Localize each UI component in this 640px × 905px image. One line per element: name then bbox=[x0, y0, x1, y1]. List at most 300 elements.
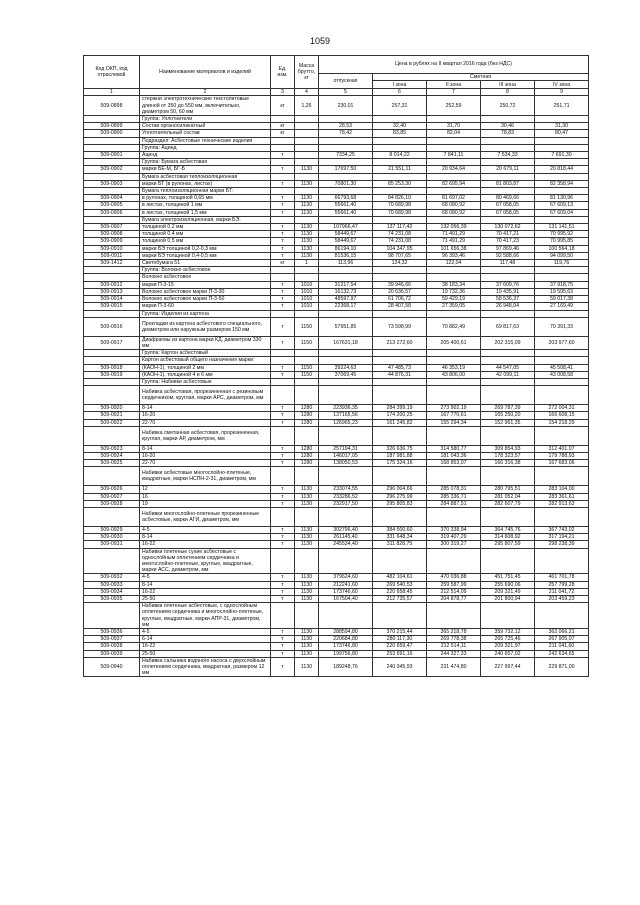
col-number: 8 bbox=[481, 89, 535, 96]
row-name: Волокно асбестовое марки П-3-30 bbox=[140, 288, 271, 295]
row-price-zone1: 73 598,99 bbox=[373, 317, 427, 336]
row-price-zone4: 282 913,63 bbox=[535, 500, 589, 507]
row-name: 4-5 bbox=[140, 629, 271, 636]
row-name: (КАОН-1), толщиной 4 и 6 мм bbox=[140, 371, 271, 378]
row-price-zone4: 211 041,72 bbox=[535, 588, 589, 595]
row-price-sale: 220684,80 bbox=[319, 636, 373, 643]
row-price-sale: 167504,40 bbox=[319, 595, 373, 602]
row-name: 19 bbox=[140, 500, 271, 507]
table-row bbox=[84, 260, 589, 267]
row-price-zone3 bbox=[481, 173, 535, 180]
row-unit: т bbox=[271, 245, 295, 252]
row-unit: т bbox=[271, 452, 295, 459]
row-name: 16-22 bbox=[140, 643, 271, 650]
row-price-sale bbox=[319, 467, 373, 486]
row-name: 16-22 bbox=[140, 541, 271, 548]
row-mass: 1010 bbox=[295, 296, 319, 303]
row-price-zone1: 70 689,98 bbox=[373, 209, 427, 216]
row-price-zone4: 283 361,61 bbox=[535, 493, 589, 500]
row-unit bbox=[271, 386, 295, 405]
row-code bbox=[84, 267, 140, 274]
row-price-zone1: 311 828,75 bbox=[373, 541, 427, 548]
row-price-zone3: 281 052,04 bbox=[481, 493, 535, 500]
row-code: 509-0917 bbox=[84, 336, 140, 349]
row-code: 509-0900 bbox=[84, 130, 140, 137]
row-name: Подраздел: Асбестовые технические изделия bbox=[140, 137, 271, 144]
row-code bbox=[84, 357, 140, 364]
row-price-zone4: 242 634,65 bbox=[535, 650, 589, 657]
row-price-zone2: 19 732,36 bbox=[427, 288, 481, 295]
row-price-zone1: 21 551,11 bbox=[373, 166, 427, 173]
row-name: толщиной 0,4 мм bbox=[140, 231, 271, 238]
row-price-zone1: 124,32 bbox=[373, 260, 427, 267]
row-unit bbox=[271, 378, 295, 385]
row-mass bbox=[295, 130, 319, 137]
row-price-zone1: 284 399,19 bbox=[373, 405, 427, 412]
row-price-zone1: 84 826,10 bbox=[373, 195, 427, 202]
row-price-sale: 199756,80 bbox=[319, 650, 373, 657]
col-number: 6 bbox=[373, 89, 427, 96]
row-name: Группа: Ацинд bbox=[140, 144, 271, 151]
row-code: 509-0939 bbox=[84, 650, 140, 657]
row-unit bbox=[271, 159, 295, 166]
row-price-zone3: 295 807,59 bbox=[481, 541, 535, 548]
row-mass: 1130 bbox=[295, 595, 319, 602]
row-mass: 1150 bbox=[295, 317, 319, 336]
row-mass: 1130 bbox=[295, 166, 319, 173]
row-price-zone3: 7 534,33 bbox=[481, 152, 535, 159]
row-price-sale: 261145,40 bbox=[319, 534, 373, 541]
row-price-sale bbox=[319, 216, 373, 223]
row-name: Набивки многослойно-плетеные прорезиненные асбестовые, марки АГИ, диаметром, мм bbox=[140, 507, 271, 526]
row-price-sale: 137165,56 bbox=[319, 412, 373, 419]
row-code: 509-0904 bbox=[84, 195, 140, 202]
row-unit bbox=[271, 216, 295, 223]
row-code: 509-0928 bbox=[84, 500, 140, 507]
row-mass bbox=[295, 548, 319, 574]
row-unit: т bbox=[271, 209, 295, 216]
row-price-zone4 bbox=[535, 159, 589, 166]
row-price-zone4 bbox=[535, 188, 589, 195]
row-price-sale: 146017,05 bbox=[319, 452, 373, 459]
row-price-zone4: 119,76 bbox=[535, 260, 589, 267]
row-price-zone4 bbox=[535, 426, 589, 445]
row-code bbox=[84, 603, 140, 629]
row-price-zone2 bbox=[427, 267, 481, 274]
row-mass bbox=[295, 116, 319, 123]
row-unit: т bbox=[271, 288, 295, 295]
row-price-zone3 bbox=[481, 386, 535, 405]
row-name: марки БЕ-М, БГ-Б bbox=[140, 166, 271, 173]
col-number: 9 bbox=[535, 89, 589, 96]
row-price-sale: 37069,45 bbox=[319, 371, 373, 378]
row-code: 509-0905 bbox=[84, 202, 140, 209]
row-name: Волокно асбестовое марки П-3-50 bbox=[140, 296, 271, 303]
row-code bbox=[84, 350, 140, 357]
row-price-zone1: 280 117,30 bbox=[373, 636, 427, 643]
row-name: (КАОН-1), толщиной 2 мм bbox=[140, 364, 271, 371]
row-price-zone3 bbox=[481, 144, 535, 151]
row-price-zone4: 272 004,31 bbox=[535, 405, 589, 412]
row-price-zone1: 83,85 bbox=[373, 130, 427, 137]
row-price-zone2: 71 491,29 bbox=[427, 238, 481, 245]
row-price-zone3: 152 961,35 bbox=[481, 419, 535, 426]
row-price-zone3: 78,83 bbox=[481, 130, 535, 137]
row-price-zone3: 314 608,92 bbox=[481, 534, 535, 541]
row-code: 509-0935 bbox=[84, 595, 140, 602]
row-price-zone3: 178 323,57 bbox=[481, 452, 535, 459]
row-name: Ацинд bbox=[140, 152, 271, 159]
row-price-zone1 bbox=[373, 173, 427, 180]
header-mass: Масса брутто, кг bbox=[295, 56, 319, 89]
row-price-zone3: 80 469,66 bbox=[481, 195, 535, 202]
row-unit: т bbox=[271, 574, 295, 581]
row-price-zone3: 70 417,21 bbox=[481, 231, 535, 238]
row-price-zone3 bbox=[481, 507, 535, 526]
table-row bbox=[84, 252, 589, 259]
row-name: Бумага теплоизоляционная марки БТ: bbox=[140, 188, 271, 195]
row-price-sale bbox=[319, 310, 373, 317]
row-unit: кг bbox=[271, 123, 295, 130]
row-mass: 1280 bbox=[295, 419, 319, 426]
table-row bbox=[84, 336, 589, 349]
table-row bbox=[84, 195, 589, 202]
row-price-zone2: 38 183,34 bbox=[427, 281, 481, 288]
row-price-zone2 bbox=[427, 507, 481, 526]
table-row bbox=[84, 166, 589, 173]
row-price-zone3: 26 948,04 bbox=[481, 303, 535, 310]
row-unit: т bbox=[271, 412, 295, 419]
row-mass: 1130 bbox=[295, 629, 319, 636]
row-price-zone3 bbox=[481, 216, 535, 223]
row-price-sale bbox=[319, 603, 373, 629]
row-unit bbox=[271, 116, 295, 123]
table-row bbox=[84, 123, 589, 130]
row-name: 4-5 bbox=[140, 526, 271, 533]
col-number: 7 bbox=[427, 89, 481, 96]
table-row bbox=[84, 152, 589, 159]
row-price-sale bbox=[319, 548, 373, 574]
row-code: 509-0916 bbox=[84, 317, 140, 336]
row-code: 509-0940 bbox=[84, 657, 140, 677]
row-unit: т bbox=[271, 534, 295, 541]
row-mass: 1150 bbox=[295, 371, 319, 378]
row-price-zone2: 205 400,61 bbox=[427, 336, 481, 349]
row-price-zone4: 298 238,39 bbox=[535, 541, 589, 548]
row-code: 509-0933 bbox=[84, 581, 140, 588]
col-number: 2 bbox=[140, 89, 271, 96]
row-price-zone2: 82,04 bbox=[427, 130, 481, 137]
row-price-zone2 bbox=[427, 173, 481, 180]
row-unit: кг bbox=[271, 130, 295, 137]
row-price-zone3 bbox=[481, 603, 535, 629]
row-price-sale: 55661,40 bbox=[319, 202, 373, 209]
row-price-sale: 173746,60 bbox=[319, 588, 373, 595]
col-number: 1 bbox=[84, 89, 140, 96]
table-row bbox=[84, 386, 589, 405]
row-name: марки БЭ толщиной 0,4-0,5 мм bbox=[140, 252, 271, 259]
row-mass: 1130 bbox=[295, 526, 319, 533]
row-mass: 1010 bbox=[295, 281, 319, 288]
row-mass: 1130 bbox=[295, 500, 319, 507]
row-name: 8-14 bbox=[140, 581, 271, 588]
table-row bbox=[84, 350, 589, 357]
row-code: 509-0902 bbox=[84, 166, 140, 173]
row-mass: 1280 bbox=[295, 445, 319, 452]
row-price-zone3: 70 417,23 bbox=[481, 238, 535, 245]
table-row bbox=[84, 238, 589, 245]
row-code: 509-0926 bbox=[84, 486, 140, 493]
row-price-zone3: 42 099,11 bbox=[481, 371, 535, 378]
col-number: 5 bbox=[319, 89, 373, 96]
row-price-zone4 bbox=[535, 386, 589, 405]
row-price-zone2 bbox=[427, 188, 481, 195]
row-name: 8-14 bbox=[140, 405, 271, 412]
row-price-zone1: 104 347,95 bbox=[373, 245, 427, 252]
row-price-sale: 86194,10 bbox=[319, 245, 373, 252]
row-code bbox=[84, 548, 140, 574]
row-name: 8-14 bbox=[140, 534, 271, 541]
table-row bbox=[84, 426, 589, 445]
row-name: Группа: Картон асбестовый bbox=[140, 350, 271, 357]
table-row bbox=[84, 493, 589, 500]
row-unit bbox=[271, 173, 295, 180]
row-name: Группа: Бумага асбестовая bbox=[140, 159, 271, 166]
row-mass: 1280 bbox=[295, 412, 319, 419]
row-price-zone2: 273 902,19 bbox=[427, 405, 481, 412]
row-price-zone1 bbox=[373, 216, 427, 223]
row-price-zone4 bbox=[535, 216, 589, 223]
row-price-zone3: 209 321,49 bbox=[481, 588, 535, 595]
row-price-zone1: 174 200,25 bbox=[373, 412, 427, 419]
row-name: 22-70 bbox=[140, 460, 271, 467]
row-price-zone2 bbox=[427, 426, 481, 445]
row-price-zone1: 28 407,58 bbox=[373, 303, 427, 310]
row-price-zone2 bbox=[427, 310, 481, 317]
row-unit: т bbox=[271, 238, 295, 245]
row-code: 509-0912 bbox=[84, 281, 140, 288]
row-price-zone3: 58 536,37 bbox=[481, 296, 535, 303]
row-code bbox=[84, 426, 140, 445]
row-price-zone3: 227 997,44 bbox=[481, 657, 535, 677]
row-price-zone2: 259 587,99 bbox=[427, 581, 481, 588]
row-price-sale bbox=[319, 159, 373, 166]
row-price-sale: 7334,25 bbox=[319, 152, 373, 159]
row-name: Набивки асбестовые многослойно-плетеные, квадратные, марки НСПН-2-31, диаметром, мм bbox=[140, 467, 271, 486]
row-price-zone4 bbox=[535, 357, 589, 364]
row-code bbox=[84, 467, 140, 486]
row-price-zone2 bbox=[427, 603, 481, 629]
row-price-zone3: 451 751,45 bbox=[481, 574, 535, 581]
row-mass: 1130 bbox=[295, 486, 319, 493]
row-unit bbox=[271, 507, 295, 526]
row-code bbox=[84, 507, 140, 526]
row-price-zone3: 67 058,05 bbox=[481, 209, 535, 216]
row-price-sale: 58449,67 bbox=[319, 238, 373, 245]
row-code: 509-0922 bbox=[84, 419, 140, 426]
row-price-sale: 245534,40 bbox=[319, 541, 373, 548]
row-price-zone1: 47 485,73 bbox=[373, 364, 427, 371]
row-price-zone1: 370 215,44 bbox=[373, 629, 427, 636]
row-price-zone4: 100 564,18 bbox=[535, 245, 589, 252]
row-price-zone4: 312 401,07 bbox=[535, 445, 589, 452]
row-price-sale bbox=[319, 116, 373, 123]
row-price-zone3: 92 588,66 bbox=[481, 252, 535, 259]
row-price-zone3 bbox=[481, 188, 535, 195]
row-price-zone2: 132 056,39 bbox=[427, 224, 481, 231]
row-price-sale: 126965,23 bbox=[319, 419, 373, 426]
row-code bbox=[84, 188, 140, 195]
row-unit: т bbox=[271, 541, 295, 548]
row-mass bbox=[295, 357, 319, 364]
table-row bbox=[84, 486, 589, 493]
row-mass bbox=[295, 188, 319, 195]
row-price-zone4: 362 066,21 bbox=[535, 629, 589, 636]
row-price-zone2: 269 778,38 bbox=[427, 636, 481, 643]
row-price-sale bbox=[319, 173, 373, 180]
row-mass: 1130 bbox=[295, 534, 319, 541]
row-mass: 1130 bbox=[295, 238, 319, 245]
table-row bbox=[84, 274, 589, 281]
table-row bbox=[84, 209, 589, 216]
row-price-zone2: 31,70 bbox=[427, 123, 481, 130]
row-code bbox=[84, 216, 140, 223]
table-row bbox=[84, 460, 589, 467]
row-unit: т bbox=[271, 636, 295, 643]
row-unit bbox=[271, 357, 295, 364]
row-price-zone1: 161 245,82 bbox=[373, 419, 427, 426]
row-price-zone3: 44 547,05 bbox=[481, 364, 535, 371]
row-price-zone3: 209 321,97 bbox=[481, 643, 535, 650]
row-price-zone2: 212 514,09 bbox=[427, 588, 481, 595]
row-price-sale bbox=[319, 274, 373, 281]
row-price-zone1: 20 636,57 bbox=[373, 288, 427, 295]
table-row bbox=[84, 317, 589, 336]
row-mass bbox=[295, 378, 319, 385]
row-price-zone4: 67 609,13 bbox=[535, 202, 589, 209]
row-mass: 1130 bbox=[295, 636, 319, 643]
row-price-sale: 78,42 bbox=[319, 130, 373, 137]
row-unit bbox=[271, 467, 295, 486]
row-price-zone2 bbox=[427, 548, 481, 574]
row-unit: т bbox=[271, 460, 295, 467]
table-row bbox=[84, 574, 589, 581]
row-unit: т bbox=[271, 657, 295, 677]
row-price-zone3: 19 435,91 bbox=[481, 288, 535, 295]
row-code: 509-0913 bbox=[84, 288, 140, 295]
row-price-zone3: 309 854,93 bbox=[481, 445, 535, 452]
row-price-zone1: 331 648,34 bbox=[373, 534, 427, 541]
row-price-zone1: 137 117,42 bbox=[373, 224, 427, 231]
table-row bbox=[84, 657, 589, 677]
table-row bbox=[84, 548, 589, 574]
row-price-zone4: 251,71 bbox=[535, 96, 589, 116]
row-price-zone3 bbox=[481, 116, 535, 123]
row-price-zone3: 282 607,79 bbox=[481, 500, 535, 507]
row-name: Диафрагмы из картона марки КД, диаметром 330 мм bbox=[140, 336, 271, 349]
header-zone-2: II зона bbox=[427, 81, 481, 89]
row-price-sale bbox=[319, 426, 373, 445]
row-price-sale: 55661,40 bbox=[319, 209, 373, 216]
row-price-zone1 bbox=[373, 426, 427, 445]
row-mass bbox=[295, 137, 319, 144]
row-price-zone2 bbox=[427, 357, 481, 364]
row-price-zone4: 257 799,28 bbox=[535, 581, 589, 588]
row-price-zone4 bbox=[535, 350, 589, 357]
row-price-zone2: 285 078,31 bbox=[427, 486, 481, 493]
row-price-zone1: 253 691,16 bbox=[373, 650, 427, 657]
row-code: 509-0901 bbox=[84, 152, 140, 159]
row-price-sale bbox=[319, 267, 373, 274]
row-code: 509-0907 bbox=[84, 224, 140, 231]
row-name: толщиной 0,2 мм bbox=[140, 224, 271, 231]
row-price-zone1: 326 636,75 bbox=[373, 445, 427, 452]
row-name: марки БТ (в рулонах, листах) bbox=[140, 180, 271, 187]
row-name: Уплотнительный состав bbox=[140, 130, 271, 137]
row-price-zone4: 19 595,63 bbox=[535, 288, 589, 295]
page-number: 1059 bbox=[309, 36, 331, 46]
row-price-zone4 bbox=[535, 467, 589, 486]
row-price-zone3: 117,48 bbox=[481, 260, 535, 267]
row-price-zone3: 265 725,46 bbox=[481, 636, 535, 643]
row-mass bbox=[295, 267, 319, 274]
row-price-zone1 bbox=[373, 378, 427, 385]
row-price-sale bbox=[319, 137, 373, 144]
price-table bbox=[83, 55, 589, 677]
row-unit: т bbox=[271, 336, 295, 349]
row-price-zone4: 70 995,92 bbox=[535, 231, 589, 238]
row-unit: т bbox=[271, 231, 295, 238]
row-code: 509-0924 bbox=[84, 452, 140, 459]
row-unit: т bbox=[271, 180, 295, 187]
header-smet: Сметная bbox=[373, 74, 589, 81]
table-row bbox=[84, 643, 589, 650]
row-price-zone2 bbox=[427, 274, 481, 281]
row-price-zone3: 250,72 bbox=[481, 96, 535, 116]
row-price-zone1: 269 540,53 bbox=[373, 581, 427, 588]
table-row bbox=[84, 303, 589, 310]
row-price-zone2: 68 080,92 bbox=[427, 202, 481, 209]
row-price-zone4 bbox=[535, 274, 589, 281]
row-code: 509-0909 bbox=[84, 238, 140, 245]
row-price-zone1 bbox=[373, 159, 427, 166]
row-price-zone1 bbox=[373, 548, 427, 574]
row-name: 6-14 bbox=[140, 636, 271, 643]
row-price-zone3: 69 817,63 bbox=[481, 317, 535, 336]
row-price-zone1: 296 004,66 bbox=[373, 486, 427, 493]
row-price-zone3: 269 787,39 bbox=[481, 405, 535, 412]
row-price-sale: 173746,80 bbox=[319, 643, 373, 650]
table-row bbox=[84, 534, 589, 541]
row-mass bbox=[295, 310, 319, 317]
row-unit bbox=[271, 267, 295, 274]
row-name: Волокно асбестовое bbox=[140, 274, 271, 281]
row-name: Набивка сальника водяного насоса с двухслойным оплетением сердечника, квадратная, размером 12 мм bbox=[140, 657, 271, 677]
row-price-zone2: 365 218,78 bbox=[427, 629, 481, 636]
row-price-sale bbox=[319, 144, 373, 151]
row-unit: т bbox=[271, 371, 295, 378]
row-unit bbox=[271, 137, 295, 144]
row-price-zone1: 39 946,66 bbox=[373, 281, 427, 288]
row-price-sale bbox=[319, 350, 373, 357]
row-price-zone2: 27 359,05 bbox=[427, 303, 481, 310]
row-price-zone3: 201 800,94 bbox=[481, 595, 535, 602]
row-price-zone1: 296 275,99 bbox=[373, 493, 427, 500]
row-price-zone4 bbox=[535, 144, 589, 151]
row-price-zone3 bbox=[481, 467, 535, 486]
row-mass: 1130 bbox=[295, 224, 319, 231]
row-name: 25-50 bbox=[140, 650, 271, 657]
